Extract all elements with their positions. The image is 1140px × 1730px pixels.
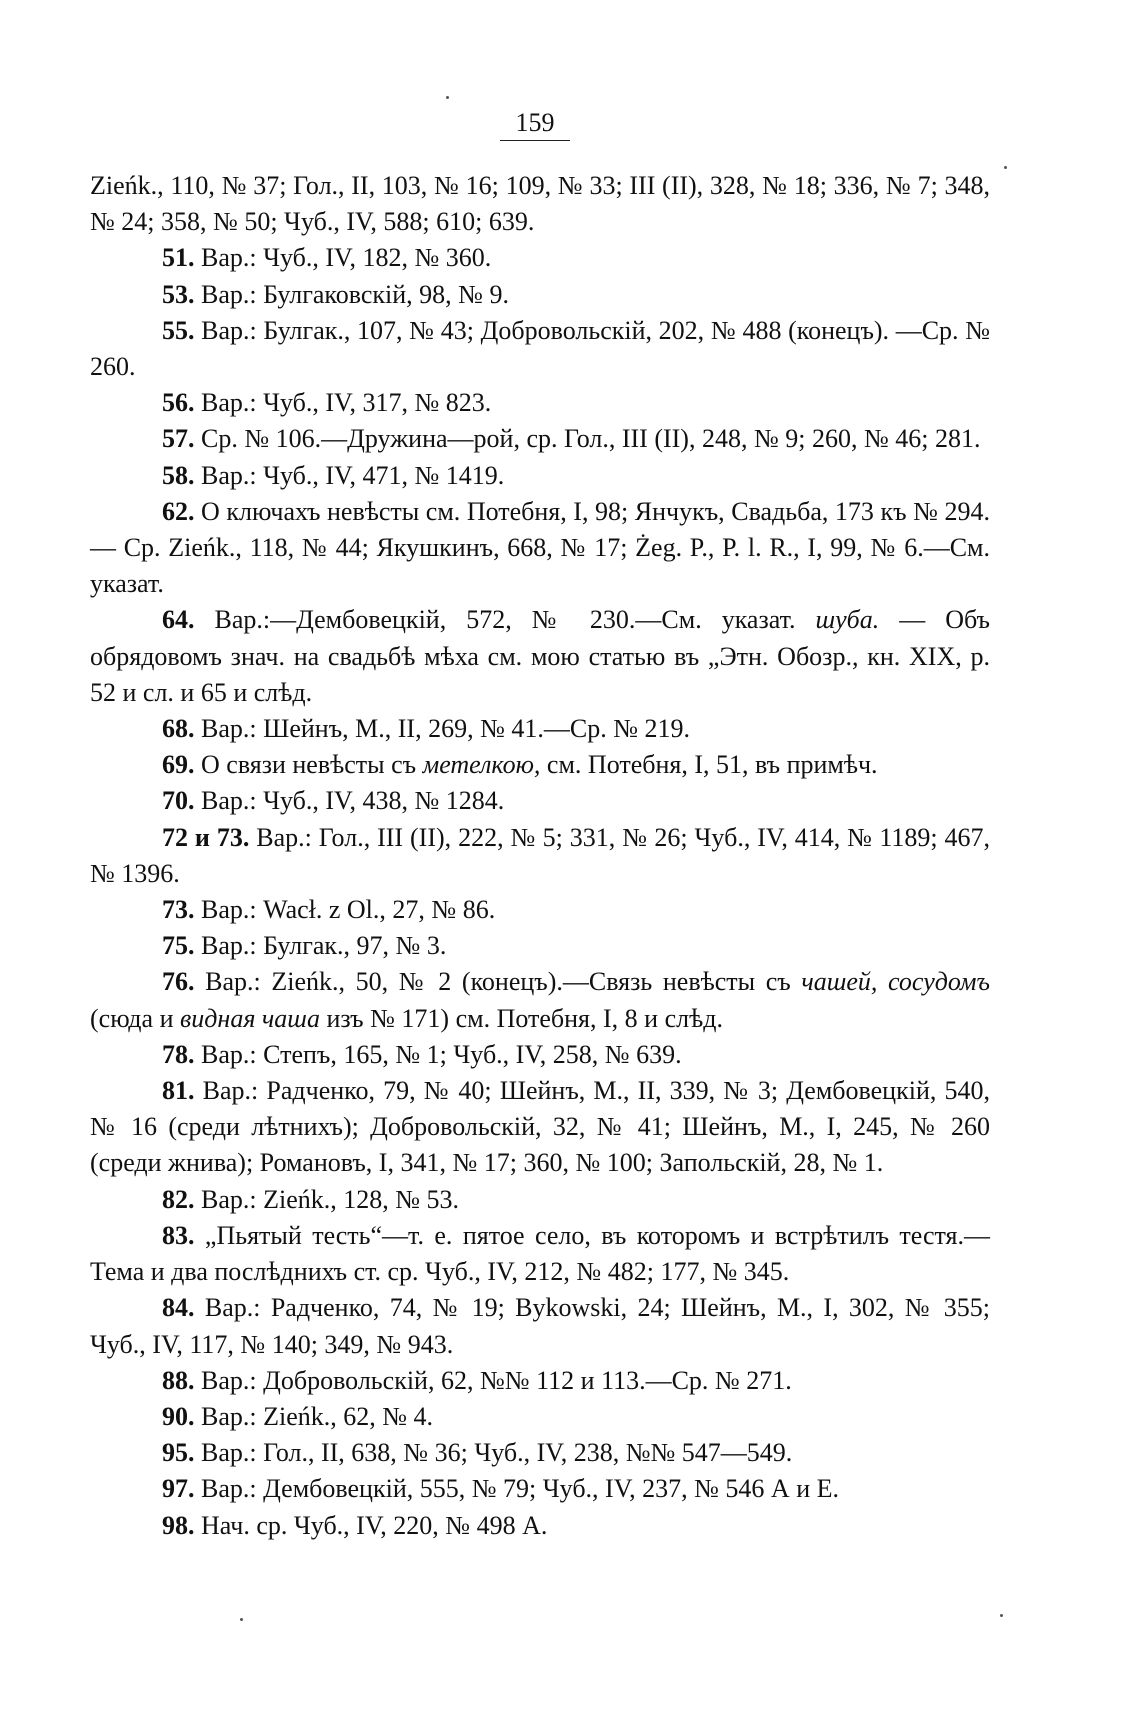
note-number: 56.: [162, 388, 195, 418]
page-number: 159: [500, 108, 570, 141]
note-text: О связи невѣсты съ: [201, 750, 423, 780]
note-entry-78: [90, 1037, 990, 1073]
note-number: 55.: [162, 315, 195, 345]
note-text: О ключахъ невѣсты см. Потебня, I, 98; Янчукъ, Свадьба, 173 къ № 294. — Ср. Zieńk., 118, № 44; Якушкинъ, 668, № 17; Żeg. P., P. l. R., I, 99, № 6.—См. указат.: [90, 496, 990, 599]
note-text: Вар.: Добровольскій, 62, №№ 112 и 113.—Ср. № 271.: [201, 1365, 792, 1395]
note-entry-64: [90, 602, 990, 711]
note-number: 51.: [162, 243, 195, 273]
note-entry-56: [90, 385, 990, 421]
note-text: Вар.: Чуб., IV, 317, № 823.: [201, 388, 492, 418]
note-number: 72 и 73.: [162, 822, 250, 852]
note-entry-57: [90, 421, 990, 457]
note-text: Ср. № 106.—Дружина—рой, ср. Гол., III (II), 248, № 9; 260, № 46; 281.: [201, 424, 981, 454]
note-number: 53.: [162, 279, 195, 309]
print-speck: [446, 96, 449, 99]
note-text: Вар.: Чуб., IV, 471, № 1419.: [201, 460, 505, 490]
note-number: 82.: [162, 1184, 195, 1214]
note-text: Вар.: Zieńk., 62, № 4.: [201, 1401, 434, 1431]
notes-text: [90, 168, 990, 1544]
print-speck: [240, 1618, 243, 1621]
note-entry-55: [90, 313, 990, 385]
note-entry-95: [90, 1435, 990, 1471]
note-number: 98.: [162, 1510, 195, 1540]
note-number: 69.: [162, 750, 195, 780]
note-text-cont: (сюда и: [90, 1003, 180, 1033]
note-text: Вар.: Радченко, 74, № 19; Bykowski, 24; Шейнъ, М., I, 302, № 355; Чуб., IV, 117, № 140; 349, № 943.: [90, 1293, 990, 1359]
note-text-cont: см. Потебня, I, 51, въ примѣч.: [540, 750, 878, 780]
note-entry-88: [90, 1363, 990, 1399]
note-entry-69: [90, 747, 990, 783]
note-entry-62: [90, 494, 990, 603]
note-text: „Пьятый тесть“—т. е. пятое село, въ которомъ и встрѣтилъ тестя.—Тема и два послѣднихъ ст. ср. Чуб., IV, 212, № 482; 177, № 345.: [90, 1220, 991, 1287]
note-text: Вар.: Булгаковскій, 98, № 9.: [201, 279, 509, 309]
note-italic-term: метелкою,: [422, 750, 541, 780]
note-text: Вар.: Дембовецкій, 555, № 79; Чуб., IV, 237, № 546 А и Е.: [201, 1474, 840, 1504]
note-text: Вар.:—Дембовецкій, 572, № 230.—См. указат.: [214, 605, 816, 635]
note-entry-72-73: [90, 820, 990, 892]
note-number: 90.: [162, 1401, 195, 1431]
note-entry-81: [90, 1073, 990, 1182]
note-number: 70.: [162, 786, 195, 816]
note-number: 64.: [162, 605, 195, 635]
note-number: 78.: [162, 1039, 195, 1069]
note-text: Вар.: Гол., II, 638, № 36; Чуб., IV, 238, №№ 547—549.: [201, 1438, 793, 1468]
note-number: 57.: [162, 424, 195, 454]
note-number: 81.: [162, 1076, 195, 1106]
note-entry-84: [90, 1290, 990, 1362]
note-entry-83: [90, 1218, 990, 1290]
note-entry-97: [90, 1471, 990, 1507]
note-number: 84.: [162, 1293, 195, 1323]
note-number: 68.: [162, 714, 195, 744]
note-entry-75: [90, 928, 990, 964]
note-entry-82: [90, 1182, 990, 1218]
print-speck: [1000, 1614, 1003, 1617]
note-entry-70: [90, 783, 990, 819]
note-number: 62.: [162, 496, 195, 526]
note-text-cont: — Объ обрядовомъ знач. на свадьбѣ мѣха см. мою статью въ „Этн. Обозр., кн. XIX, p. 52 и сл. и 65 и слѣд.: [90, 605, 991, 707]
note-text: Вар.: Булгак., 97, № 3.: [201, 931, 447, 961]
note-text-end: изъ № 171) см. Потебня, I, 8 и слѣд.: [319, 1003, 723, 1033]
print-speck: [1004, 166, 1007, 169]
note-text: Вар.: Булгак., 107, № 43; Добровольскій, 202, № 488 (конецъ). —Ср. № 260.: [90, 315, 991, 382]
note-text: Zieńk., 110, № 37; Гол., II, 103, № 16; 109, № 33; III (II), 328, № 18; 336, № 7; 348, № 24; 358, № 50; Чуб., IV, 588; 610; 639.: [90, 171, 990, 237]
note-text: Вар.: Радченко, 79, № 40; Шейнъ, М., II, 339, № 3; Дембовецкій, 540, № 16 (среди лѣтнихъ); Добровольскій, 32, № 41; Шейнъ, М., I, 245, № 260 (среди жнива); Романовъ, I, 341, № 17; 360, № 100; Запольскій, 28, № 1.: [90, 1076, 991, 1178]
note-entry-53: [90, 277, 990, 313]
note-italic-term-2: видная чаша: [179, 1003, 320, 1033]
note-text: Вар.: Чуб., IV, 438, № 1284.: [201, 786, 505, 816]
note-number: 76.: [162, 967, 195, 997]
note-text: Вар.: Zieńk., 128, № 53.: [201, 1184, 460, 1214]
note-number: 83.: [162, 1220, 195, 1250]
note-entry-98: [90, 1508, 990, 1544]
note-text: Вар.: Гол., III (II), 222, № 5; 331, № 26; Чуб., IV, 414, № 1189; 467, № 1396.: [90, 822, 991, 888]
note-text: Вар.: Zieńk., 50, № 2 (конецъ).—Связь невѣсты съ: [205, 967, 802, 997]
note-entry-76: [90, 964, 990, 1036]
note-entry-continued: [90, 168, 990, 240]
note-entry-68: [90, 711, 990, 747]
note-italic-term: чашей, сосудомъ: [801, 967, 990, 997]
note-entry-90: [90, 1399, 990, 1435]
note-text: Вар.: Чуб., IV, 182, № 360.: [201, 243, 492, 273]
note-entry-51: [90, 240, 990, 276]
note-italic-term: шуба.: [815, 605, 880, 635]
note-text: Вар.: Степъ, 165, № 1; Чуб., IV, 258, № 639.: [201, 1039, 682, 1069]
note-number: 97.: [162, 1474, 195, 1504]
note-number: 88.: [162, 1365, 195, 1395]
note-entry-58: [90, 458, 990, 494]
note-text: Вар.: Wacł. z Ol., 27, № 86.: [201, 895, 496, 925]
note-number: 75.: [162, 931, 195, 961]
note-number: 95.: [162, 1438, 195, 1468]
note-text: Нач. ср. Чуб., IV, 220, № 498 А.: [201, 1510, 548, 1540]
note-number: 73.: [162, 895, 195, 925]
note-text: Вар.: Шейнъ, М., II, 269, № 41.—Ср. № 219.: [201, 714, 691, 744]
note-entry-73: [90, 892, 990, 928]
note-number: 58.: [162, 460, 195, 490]
